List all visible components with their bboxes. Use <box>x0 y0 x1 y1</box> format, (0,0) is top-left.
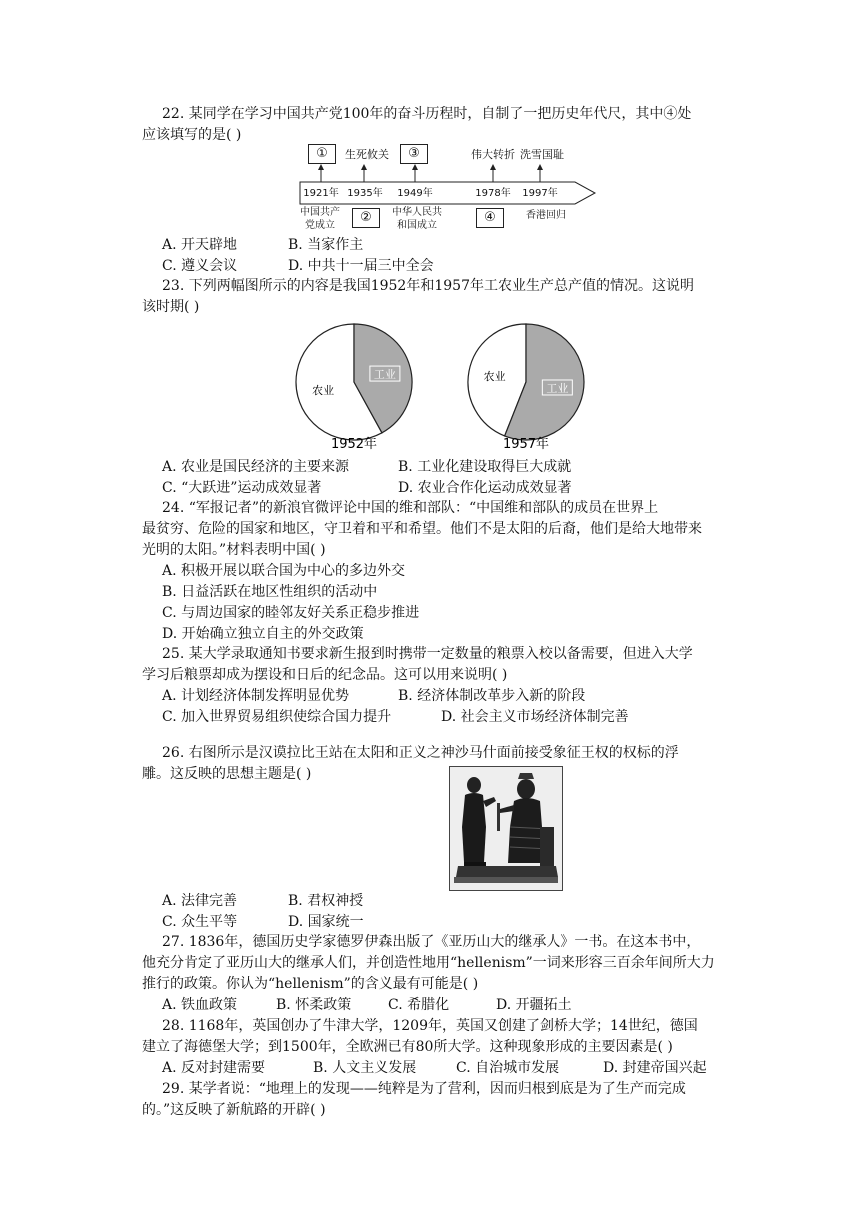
q24-option-c: C. 与周边国家的睦邻友好关系正稳步推进 <box>162 605 420 621</box>
q26-option-b: B. 君权神授 <box>288 893 364 909</box>
q22-option-a: A. 开天辟地 <box>162 237 238 253</box>
timeline-box-1: ① <box>308 144 336 164</box>
q22-stem-line2: 应该填写的是( ) <box>142 127 242 143</box>
timeline-year-1935: 1935年 <box>347 188 383 199</box>
q28-option-d: D. 封建帝国兴起 <box>603 1060 707 1076</box>
q24-option-b: B. 日益活跃在地区性组织的活动中 <box>162 584 378 600</box>
q22-option-d: D. 中共十一届三中全会 <box>288 258 434 274</box>
pie-charts <box>290 320 610 450</box>
timeline-label-1978: 伟大转折 <box>471 148 515 161</box>
q25-option-a: A. 计划经济体制发挥明显优势 <box>162 688 350 704</box>
q27-option-c: C. 希腊化 <box>388 997 450 1013</box>
timeline-below-1921-a: 中国共产 <box>300 207 340 218</box>
timeline-below-1921-b: 党成立 <box>305 220 335 231</box>
q26-option-c: C. 众生平等 <box>162 914 238 930</box>
q29-stem-line2: 的。”这反映了新航路的开辟( ) <box>142 1102 326 1118</box>
q25-stem-line2: 学习后粮票却成为摆设和日后的纪念品。这可以用来说明( ) <box>142 667 508 683</box>
timeline-year-1997: 1997年 <box>522 188 558 199</box>
q27-option-b: B. 怀柔政策 <box>276 997 352 1013</box>
pie-label-agriculture-1: 农业 <box>483 370 506 384</box>
q24-option-d: D. 开始确立独立自主的外交政策 <box>162 626 364 642</box>
q22-option-b: B. 当家作主 <box>288 237 364 253</box>
q23-option-c: C. “大跃进”运动成效显著 <box>162 480 322 496</box>
q24-stem-line3: 光明的太阳。”材料表明中国( ) <box>142 542 326 558</box>
q28-stem-line2: 建立了海德堡大学；到1500年，全欧洲已有80所大学。这种现象形成的主要因素是( ) <box>142 1039 673 1055</box>
q28-option-c: C. 自治城市发展 <box>456 1060 560 1076</box>
pie-label-industry-0: 工业 <box>373 368 396 382</box>
q25-option-d: D. 社会主义市场经济体制完善 <box>441 709 629 725</box>
timeline-below-1997: 香港回归 <box>526 210 566 221</box>
q27-stem-line2: 他充分肯定了亚历山大的继承人们，并创造性地用“hellenism”一词来形容三百余年间所大力 <box>142 955 715 971</box>
q25-stem-line1: 25. 某大学录取通知书要求新生报到时携带一定数量的粮票入校以备需要，但进入大学 <box>162 646 693 662</box>
q26-stem-line2: 雕。这反映的思想主题是( ) <box>142 766 312 782</box>
pie-title-0: 1952年 <box>330 437 378 450</box>
pie-label-agriculture-0: 农业 <box>312 383 335 397</box>
q24-stem-line2: 最贫穷、危险的国家和地区，守卫着和平和希望。他们不是太阳的后裔，他们是给大地带来 <box>142 521 702 537</box>
q23-stem-line2: 该时期( ) <box>142 299 200 315</box>
q24-stem-line1: 24. “军报记者”的新浪官微评论中国的维和部队：“中国维和部队的成员在世界上 <box>162 500 659 516</box>
timeline-below-1949-a: 中华人民共 <box>392 207 442 218</box>
timeline-label-1997: 洗雪国耻 <box>520 148 564 161</box>
history-timeline-ruler <box>290 140 610 235</box>
q28-option-b: B. 人文主义发展 <box>313 1060 417 1076</box>
hammurabi-relief-image <box>449 766 563 891</box>
q23-option-a: A. 农业是国民经济的主要来源 <box>162 459 350 475</box>
pie-title-1: 1957年 <box>502 437 550 450</box>
q23-stem-line1: 23. 下列两幅图所示的内容是我国1952年和1957年工农业生产总产值的情况。这说明 <box>162 278 694 294</box>
q27-stem-line1: 27. 1836年，德国历史学家德罗伊森出版了《亚历山大的继承人》一书。在这本书中， <box>162 934 701 950</box>
timeline-year-1949: 1949年 <box>397 188 433 199</box>
timeline-box-3: ③ <box>400 144 428 164</box>
timeline-box-4: ④ <box>476 208 504 228</box>
q25-option-b: B. 经济体制改革步入新的阶段 <box>398 688 586 704</box>
q22-stem-line1: 22. 某同学在学习中国共产党100年的奋斗历程时，自制了一把历史年代尺，其中④处 <box>162 106 692 122</box>
timeline-below-1949-b: 和国成立 <box>397 220 437 231</box>
q28-option-a: A. 反对封建需要 <box>162 1060 266 1076</box>
q27-option-d: D. 开疆拓土 <box>496 997 572 1013</box>
timeline-box-2: ② <box>352 208 380 228</box>
q29-stem-line1: 29. 某学者说：“地理上的发现——纯粹是为了营利，因而归根到底是为了生产而完成 <box>162 1081 686 1097</box>
q26-stem-line1: 26. 右图所示是汉谟拉比王站在太阳和正义之神沙马什面前接受象征王权的权标的浮 <box>162 745 679 761</box>
q23-option-d: D. 农业合作化运动成效显著 <box>398 480 572 496</box>
timeline-label-1935: 生死攸关 <box>345 148 389 161</box>
q27-option-a: A. 铁血政策 <box>162 997 238 1013</box>
q27-stem-line3: 推行的政策。你认为“hellenism”的含义最有可能是( ) <box>142 976 479 992</box>
q26-option-a: A. 法律完善 <box>162 893 238 909</box>
q26-option-d: D. 国家统一 <box>288 914 364 930</box>
q22-option-c: C. 遵义会议 <box>162 258 238 274</box>
q23-option-b: B. 工业化建设取得巨大成就 <box>398 459 572 475</box>
timeline-year-1921: 1921年 <box>303 188 339 199</box>
q25-option-c: C. 加入世界贸易组织使综合国力提升 <box>162 709 392 725</box>
timeline-year-1978: 1978年 <box>475 188 511 199</box>
q24-option-a: A. 积极开展以联合国为中心的多边外交 <box>162 563 406 579</box>
q28-stem-line1: 28. 1168年，英国创办了牛津大学，1209年，英国又创建了剑桥大学；14世纪，德国 <box>162 1018 698 1034</box>
pie-label-industry-1: 工业 <box>546 381 569 395</box>
